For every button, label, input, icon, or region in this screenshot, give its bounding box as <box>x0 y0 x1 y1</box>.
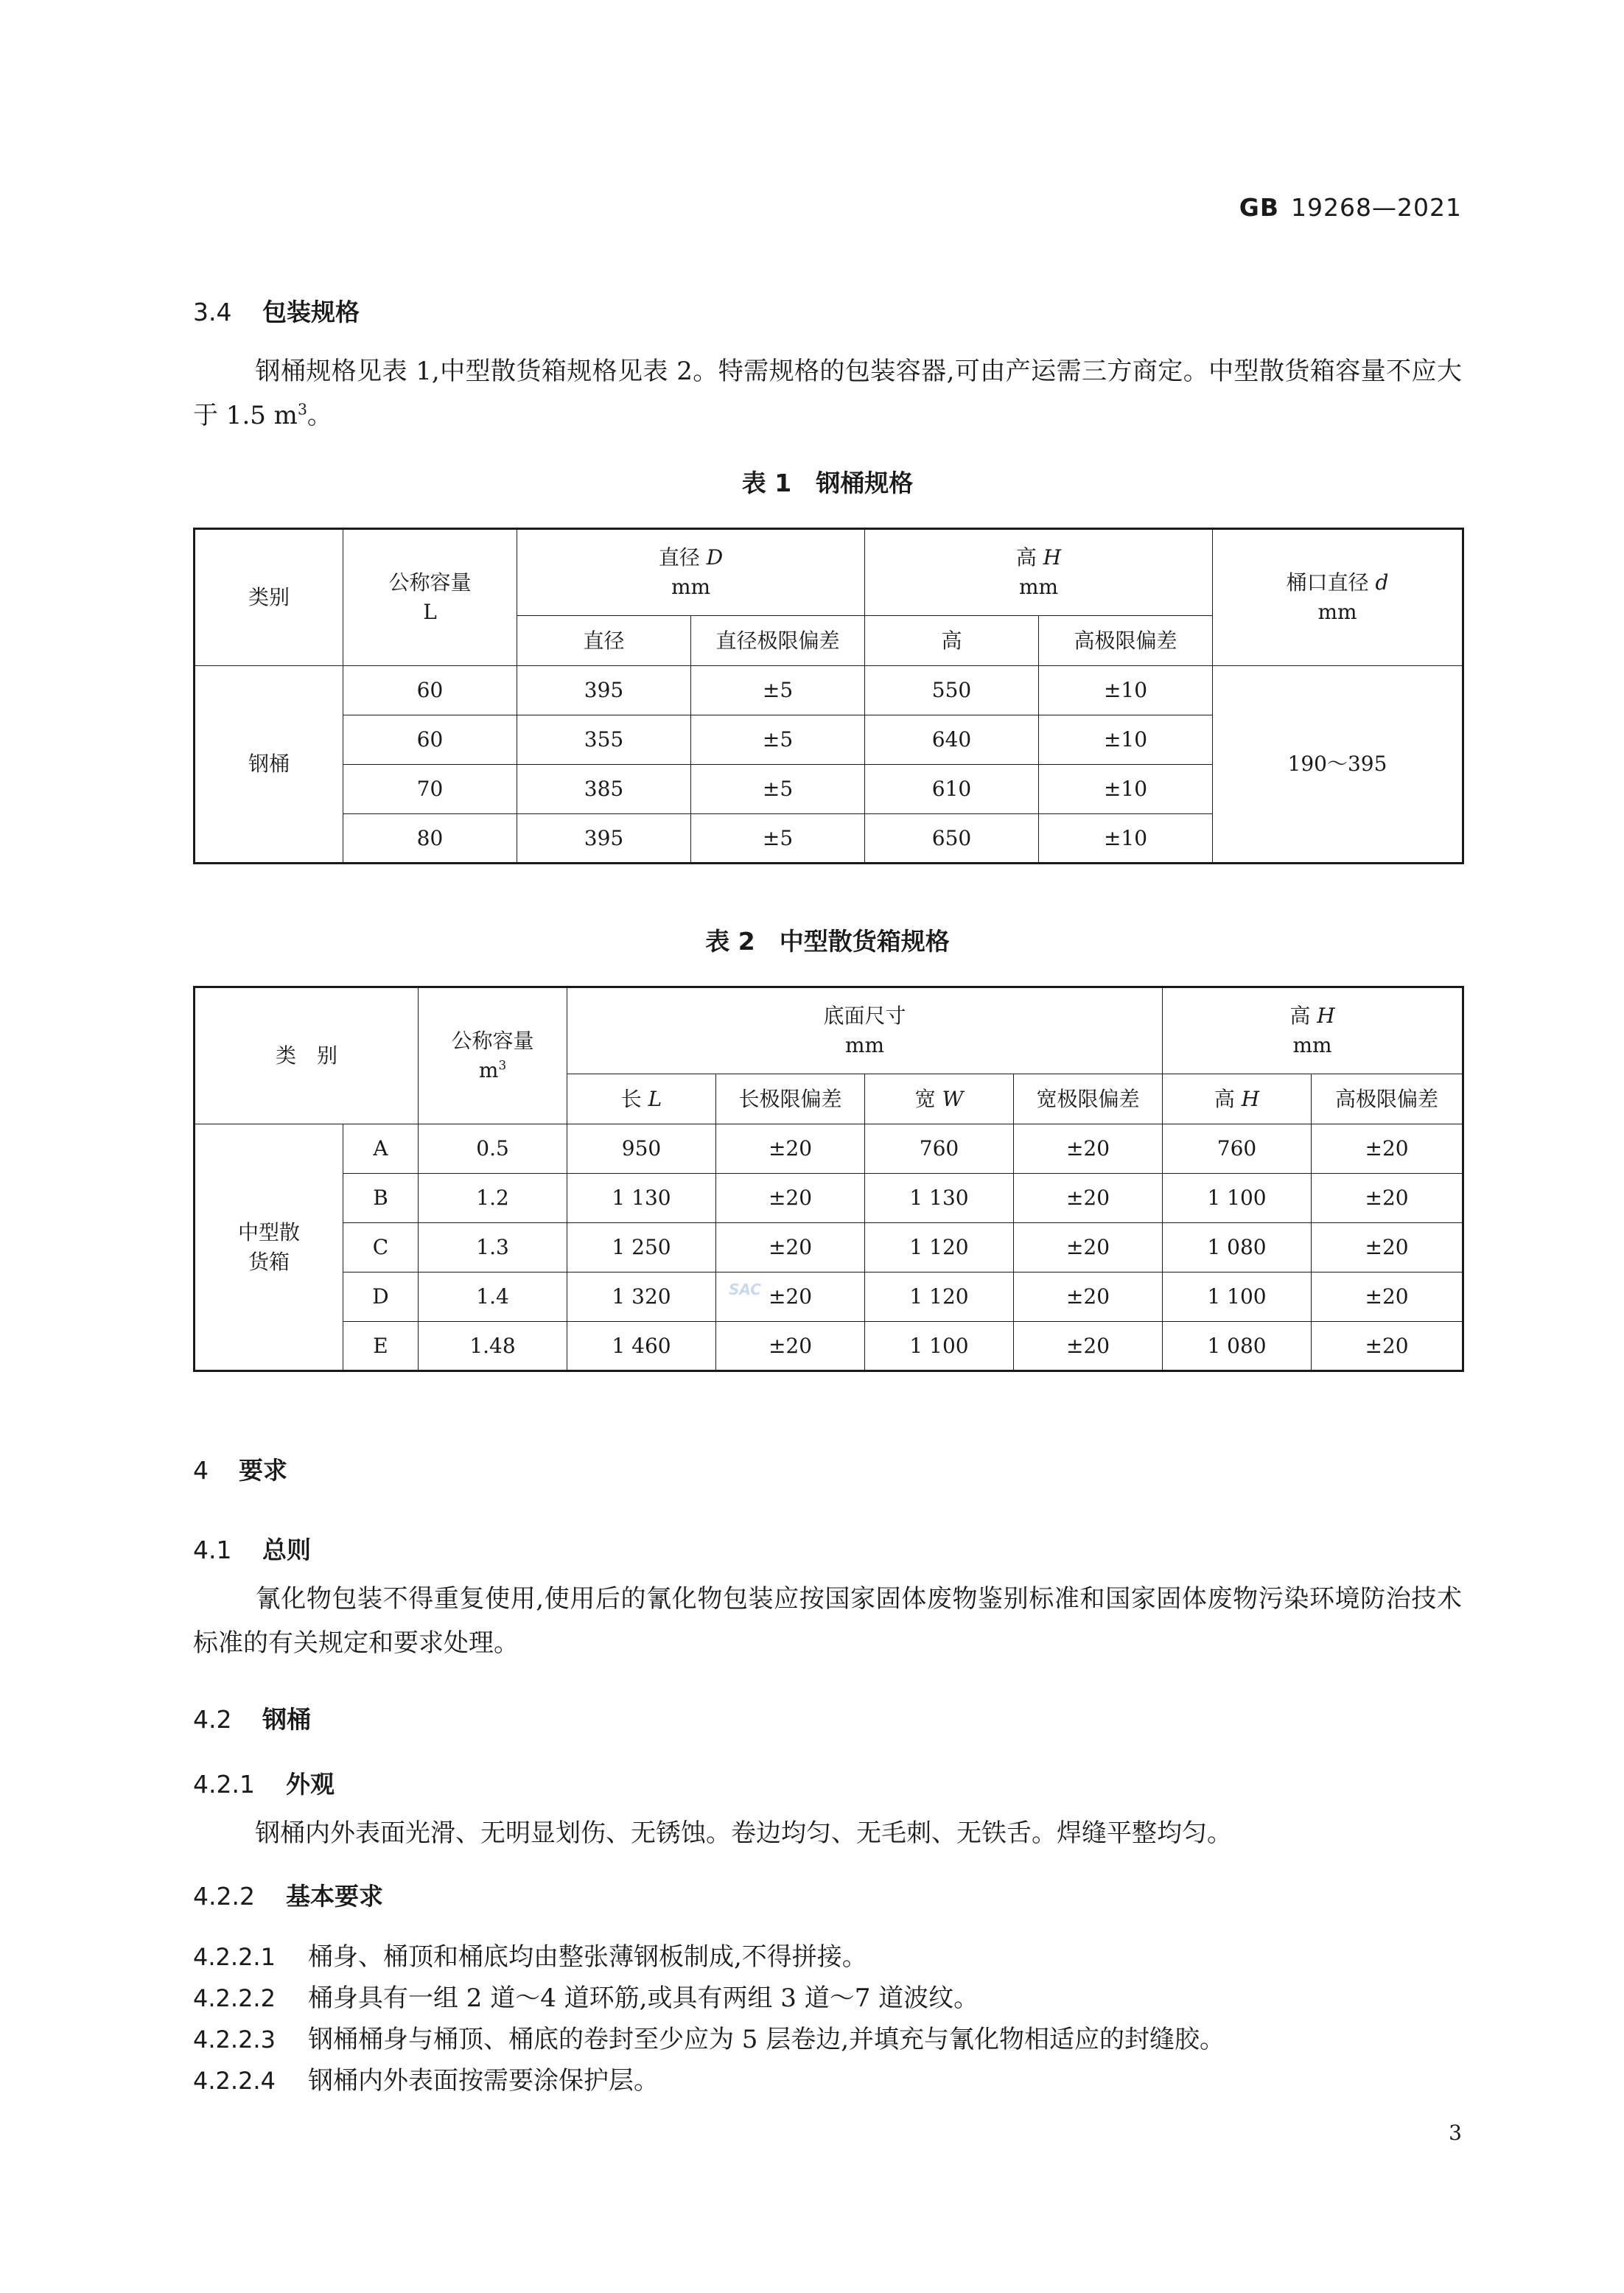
t1-cell: 70 <box>343 765 517 814</box>
heading-4-1 <box>193 1531 311 1566</box>
t1-cell: 60 <box>343 666 517 715</box>
t2-cell: ±20 <box>1014 1124 1163 1174</box>
clause-4-2-2-4 <box>193 2060 659 2096</box>
t2-cell: B <box>343 1174 419 1223</box>
t1-cell: ±5 <box>691 666 865 715</box>
t1-subheader-height: 高 <box>865 616 1039 666</box>
clause-text: 钢桶桶身与桶顶、桶底的卷封至少应为 5 层卷边,并填充与氰化物相适应的封缝胶。 <box>308 2025 1225 2054</box>
t2-subheader-width-tol: 宽极限偏差 <box>1014 1074 1163 1124</box>
heading-4-2 <box>193 1701 311 1735</box>
heading-4-2-1 <box>193 1765 335 1800</box>
paragraph-4-2-1 <box>193 1811 1462 1855</box>
t2-cell: 1 320 <box>567 1272 716 1322</box>
heading-title: 要求 <box>239 1456 287 1485</box>
standard-prefix: GB <box>1239 193 1280 222</box>
t2-cell: ±20 <box>1014 1322 1163 1371</box>
t2-cell: 0.5 <box>419 1124 567 1174</box>
standard-code <box>1239 193 1462 222</box>
clause-number: 4.2.2.1 <box>193 1943 276 1971</box>
t2-cell: 1.3 <box>419 1223 567 1272</box>
t1-cell: ±5 <box>691 814 865 864</box>
clause-4-2-2-1 <box>193 1936 867 1972</box>
t1-cell: 80 <box>343 814 517 864</box>
heading-title: 钢桶 <box>262 1705 311 1734</box>
t1-cell: 610 <box>865 765 1039 814</box>
t2-subheader-height-tol: 高极限偏差 <box>1312 1074 1463 1124</box>
t2-cell: 1 100 <box>1163 1174 1312 1223</box>
t2-cell: 1.48 <box>419 1322 567 1371</box>
clause-text: 钢桶内外表面按需要涂保护层。 <box>308 2066 659 2096</box>
t2-header-type: 类 别 <box>195 987 419 1124</box>
t1-cell: ±10 <box>1039 814 1213 864</box>
t2-cell: A <box>343 1124 419 1174</box>
t1-header-mouth: 桶口直径 d mm <box>1213 529 1463 666</box>
t2-subheader-width: 宽 W <box>865 1074 1014 1124</box>
clause-text: 桶身具有一组 2 道～4 道环筋,或具有两组 3 道～7 道波纹。 <box>308 1984 979 2013</box>
t2-cell: 1 080 <box>1163 1223 1312 1272</box>
t2-category: 中型散 货箱 <box>195 1124 343 1371</box>
t2-cell: ±20 <box>1014 1223 1163 1272</box>
t2-cell: 1.2 <box>419 1174 567 1223</box>
t2-cell: 760 <box>865 1124 1014 1174</box>
heading-title: 包装规格 <box>262 298 360 326</box>
table-1 <box>193 528 1464 864</box>
t2-cell: ±20 <box>1312 1272 1463 1322</box>
heading-number: 4 <box>193 1456 209 1485</box>
t1-header-diameter: 直径 D mm <box>517 529 865 616</box>
t2-cell: D <box>343 1272 419 1322</box>
clause-4-2-2-3 <box>193 2019 1225 2055</box>
t1-cell: 395 <box>517 666 691 715</box>
paragraph-text: 钢桶内外表面光滑、无明显划伤、无锈蚀。卷边均匀、无毛刺、无铁舌。焊缝平整均匀。 <box>255 1818 1232 1848</box>
t1-header-capacity: 公称容量 L <box>343 529 517 666</box>
standard-number: 19268—2021 <box>1291 193 1462 222</box>
t1-cell: 60 <box>343 715 517 765</box>
superscript: 3 <box>297 400 307 419</box>
clause-text: 桶身、桶顶和桶底均由整张薄钢板制成,不得拼接。 <box>308 1942 867 1972</box>
t1-category: 钢桶 <box>195 666 343 864</box>
t2-cell: ±20 <box>716 1124 865 1174</box>
heading-number: 3.4 <box>193 298 232 326</box>
t2-cell: 1 120 <box>865 1223 1014 1272</box>
t2-cell: ±20 <box>1014 1272 1163 1322</box>
clause-4-2-2-2 <box>193 1978 979 2014</box>
heading-4-2-2 <box>193 1877 383 1912</box>
t2-cell: ±20 <box>1312 1223 1463 1272</box>
t1-cell: 395 <box>517 814 691 864</box>
t1-subheader-diameter: 直径 <box>517 616 691 666</box>
paragraph-text: 钢桶规格见表 1,中型散货箱规格见表 2。特需规格的包装容器,可由产运需三方商定。中型散货箱容量不应大于 1.5 m <box>193 357 1462 430</box>
t1-cell: 355 <box>517 715 691 765</box>
paragraph-3-4 <box>193 349 1462 438</box>
t2-cell: 1.4 <box>419 1272 567 1322</box>
t1-header-height: 高 H mm <box>865 529 1213 616</box>
t2-cell: 1 100 <box>865 1322 1014 1371</box>
t2-cell: 760 <box>1163 1124 1312 1174</box>
t2-subheader-height: 高 H <box>1163 1074 1312 1124</box>
t2-cell: 1 080 <box>1163 1322 1312 1371</box>
t2-cell: C <box>343 1223 419 1272</box>
t1-mouth-value: 190～395 <box>1213 666 1463 864</box>
t2-cell: 1 460 <box>567 1322 716 1371</box>
heading-number: 4.1 <box>193 1536 232 1564</box>
t1-cell: ±10 <box>1039 765 1213 814</box>
heading-number: 4.2.1 <box>193 1770 255 1799</box>
t2-header-base: 底面尺寸 mm <box>567 987 1163 1074</box>
paragraph-text: 氰化物包装不得重复使用,使用后的氰化物包装应按国家固体废物鉴别标准和国家固体废物污染环境防治技术标准的有关规定和要求处理。 <box>193 1584 1462 1658</box>
t2-header-height: 高 H mm <box>1163 987 1463 1074</box>
t2-cell: ±20 <box>1312 1174 1463 1223</box>
table-2-caption: 表 2 中型散货箱规格 <box>705 927 950 956</box>
t2-cell: 950 <box>567 1124 716 1174</box>
t1-cell: ±5 <box>691 715 865 765</box>
heading-title: 总则 <box>262 1536 311 1564</box>
t2-cell: ±20 <box>716 1322 865 1371</box>
t2-cell: ±20 <box>1312 1322 1463 1371</box>
page-number: 3 <box>1449 2121 1462 2145</box>
t2-cell: 1 130 <box>567 1174 716 1223</box>
t1-header-type: 类别 <box>195 529 343 666</box>
t1-subheader-height-tol: 高极限偏差 <box>1039 616 1213 666</box>
t2-cell: ±20 <box>716 1223 865 1272</box>
t2-cell: 1 100 <box>1163 1272 1312 1322</box>
t2-cell: ±20 <box>1014 1174 1163 1223</box>
t2-cell: 1 250 <box>567 1223 716 1272</box>
t2-subheader-length: 长 L <box>567 1074 716 1124</box>
t2-cell: ±20 <box>1312 1124 1463 1174</box>
t2-header-capacity: 公称容量 $m^3$ <box>419 987 567 1124</box>
table-1-caption: 表 1 钢桶规格 <box>741 469 914 497</box>
t1-cell: ±5 <box>691 765 865 814</box>
heading-title: 外观 <box>286 1770 335 1799</box>
t1-cell: 385 <box>517 765 691 814</box>
table-2 <box>193 986 1464 1372</box>
t2-cell: ±20 <box>716 1272 865 1322</box>
heading-3-4 <box>193 293 360 328</box>
t2-cell: 1 130 <box>865 1174 1014 1223</box>
t1-cell: 550 <box>865 666 1039 715</box>
heading-title: 基本要求 <box>286 1882 383 1911</box>
t2-cell: 1 120 <box>865 1272 1014 1322</box>
t1-subheader-diameter-tol: 直径极限偏差 <box>691 616 865 666</box>
t2-cell: ±20 <box>716 1174 865 1223</box>
t2-cell: E <box>343 1322 419 1371</box>
paragraph-end: 。 <box>307 401 332 430</box>
t1-cell: 640 <box>865 715 1039 765</box>
heading-number: 4.2 <box>193 1705 232 1734</box>
t1-cell: ±10 <box>1039 715 1213 765</box>
clause-number: 4.2.2.2 <box>193 1984 276 2012</box>
t1-cell: 650 <box>865 814 1039 864</box>
clause-number: 4.2.2.4 <box>193 2067 276 2095</box>
t2-subheader-length-tol: 长极限偏差 <box>716 1074 865 1124</box>
paragraph-4-1 <box>193 1577 1462 1665</box>
sac-watermark: SAC <box>729 1281 761 1298</box>
clause-number: 4.2.2.3 <box>193 2026 276 2054</box>
heading-number: 4.2.2 <box>193 1882 255 1911</box>
heading-4 <box>193 1452 287 1486</box>
t1-cell: ±10 <box>1039 666 1213 715</box>
